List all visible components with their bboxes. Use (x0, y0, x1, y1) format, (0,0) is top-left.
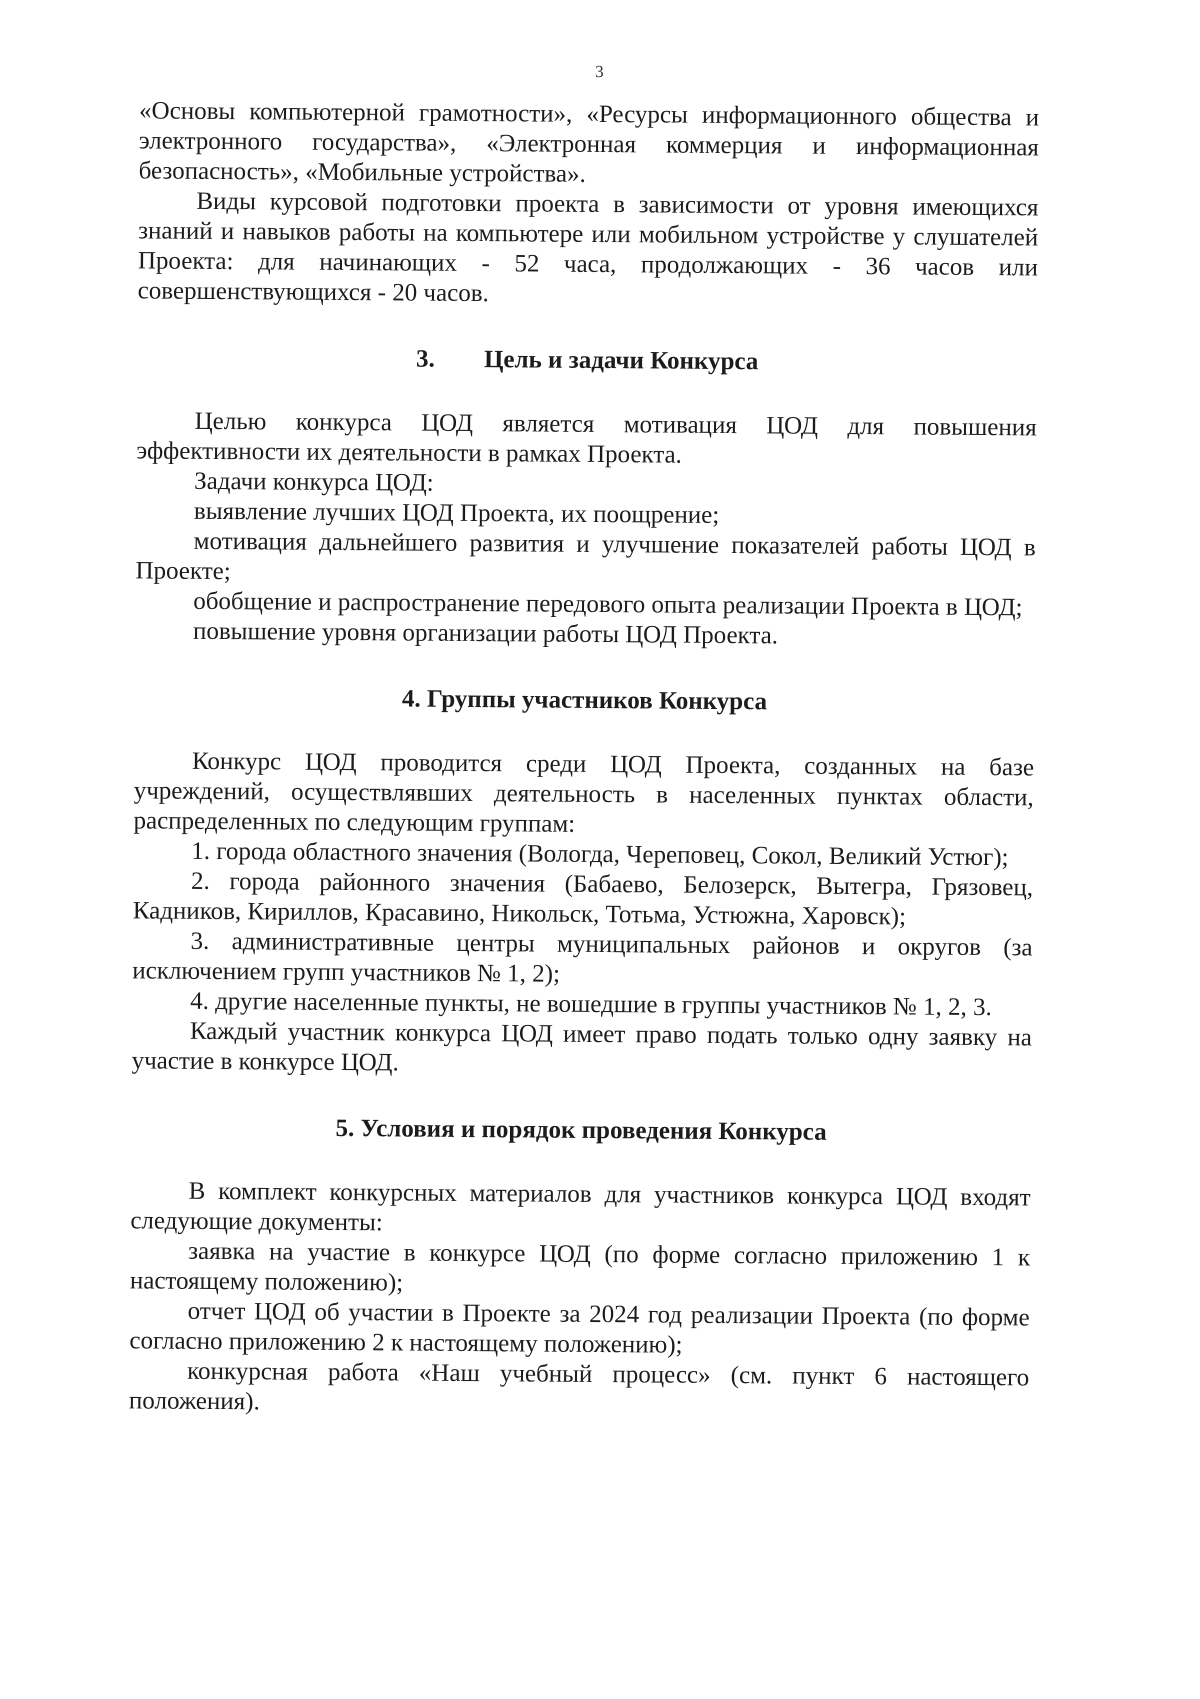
section-5-paragraph: конкурсная работа «Наш учебный процесс» (см. пункт 6 настоящего положения). (128, 1357, 1030, 1416)
section-4-paragraph: 1. города областного значения (Вологда, Череповец, Сокол, Великий Устюг); (191, 837, 1009, 872)
section-3-paragraph: Целью конкурса ЦОД является мотивация ЦОД для повышения эффективности их деятельности в рамках Проекта. (136, 407, 1037, 469)
section-5-paragraph: В комплект конкурсных материалов для участников конкурса ЦОД входят следующие документы: (130, 1177, 1031, 1237)
section-3-paragraph: мотивация дальнейшего развития и улучшение показателей работы ЦОД в Проекте; (135, 527, 1036, 586)
document-body (129, 96, 1039, 1423)
section-4-paragraph: Конкурс ЦОД проводится среди ЦОД Проекта, созданных на базе учреждений, осуществлявших деятельность в населенных пунктах области, распределенных по следующим группам: (133, 747, 1035, 838)
section-5-paragraph: отчет ЦОД об участии в Проекте за 2024 год реализации Проекта (по форме согласно приложению 2 к настоящему положению); (129, 1297, 1030, 1359)
section-4-heading: 4. Группы участников Конкурса (401, 685, 768, 716)
section-4-paragraph: 3. административные центры муниципальных районов и округов (за исключением групп участников № 1, 2); (132, 927, 1033, 988)
section-5-heading: 5. Условия и порядок проведения Конкурса (335, 1114, 827, 1146)
section-3-paragraph: выявление лучших ЦОД Проекта, их поощрение; (193, 497, 720, 529)
section-3-paragraph: повышение уровня организации работы ЦОД Проекта. (192, 617, 779, 650)
section-3-title: Цель и задачи Конкурса (483, 346, 759, 376)
intro-paragraph-2: Виды курсовой подготовки проекта в зависимости от уровня имеющихся знаний и навыков работы на компьютере или мобильном устройстве у слушателей Проекта: для начинающих - 52 часа, продолжающих - 36 часов или совершенствующихся - 20 часов. (137, 187, 1039, 308)
section-3-paragraph: Задачи конкурса ЦОД: (194, 467, 434, 497)
section-3-paragraph: обобщение и распространение передового опыта реализации Проекта в ЦОД; (193, 587, 1023, 622)
page-number: 3 (595, 61, 604, 82)
section-4-paragraph: Каждый участник конкурса ЦОД имеет право подать только одну заявку на участие в конкурсе ЦОД. (131, 1017, 1032, 1077)
section-4-paragraph: 4. другие населенные пункты, не вошедшие в группы участников № 1, 2, 3. (190, 987, 992, 1022)
section-5-paragraph: заявка на участие в конкурсе ЦОД (по форме согласно приложению 1 к настоящему положению); (129, 1237, 1031, 1297)
section-3-number: 3. (415, 345, 435, 373)
intro-paragraph-1: «Основы компьютерной грамотности», «Ресурсы информационного общества и электронного государства», «Электронная коммерция и информационная безопасность», «Мобильные устройства». (138, 97, 1040, 188)
section-4-paragraph: 2. города районного значения (Бабаево, Белозерск, Вытегра, Грязовец, Кадников, Кириллов, Красавино, Никольск, Тотьма, Устюжна, Харовск); (132, 867, 1034, 931)
